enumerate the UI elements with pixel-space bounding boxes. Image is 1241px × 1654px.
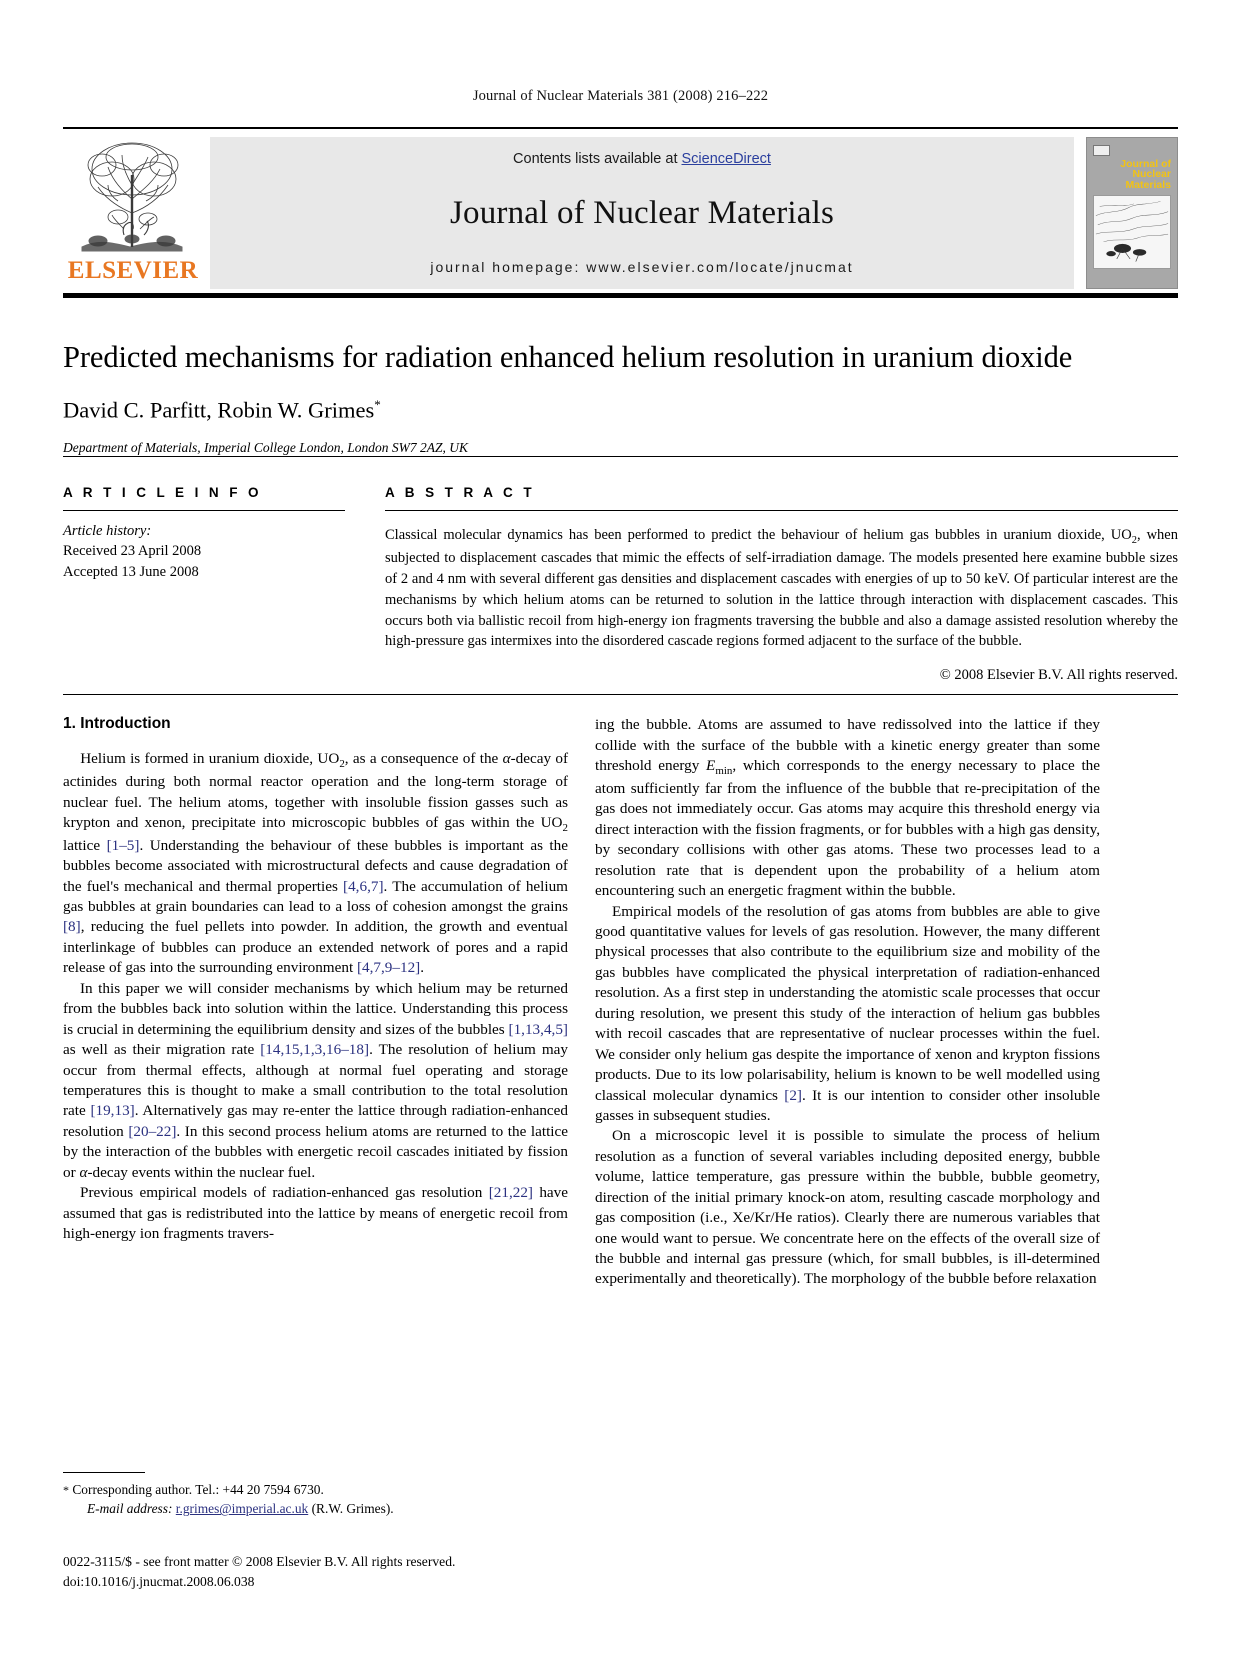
masthead-center-band — [210, 137, 1074, 289]
elsevier-logo — [63, 137, 203, 289]
citation-link[interactable]: [20–22] — [128, 1122, 177, 1140]
abstract-divider — [385, 510, 1178, 511]
imprint-block — [63, 1552, 455, 1592]
cover-title — [1093, 159, 1171, 191]
author-list — [63, 397, 1178, 424]
journal-cover-thumbnail — [1086, 137, 1178, 289]
contents-prefix: Contents lists available at — [513, 151, 682, 167]
cover-title-line1: Journal of — [1120, 157, 1171, 170]
section-heading-introduction: 1. Introduction — [63, 715, 171, 733]
email-owner: (R.W. Grimes). — [311, 1501, 394, 1517]
journal-masthead — [63, 127, 1178, 287]
page-title: Predicted mechanisms for radiation enhanced helium resolution in uranium dioxide — [63, 340, 1073, 374]
running-head: Journal of Nuclear Materials 381 (2008) 216–222 — [472, 88, 769, 104]
cover-title-line2: Nuclear Materials — [1125, 168, 1171, 192]
info-abstract-region — [63, 456, 1178, 695]
citation-link[interactable]: [21,22] — [488, 1184, 533, 1202]
email-note — [63, 1499, 568, 1518]
citation-link[interactable]: [14,15,1,3,16–18] — [260, 1041, 370, 1059]
abstract-column — [385, 473, 1178, 685]
footnote-rule — [63, 1472, 145, 1473]
cover-footer-strip — [1093, 273, 1171, 281]
email-link[interactable]: r.grimes@imperial.ac.uk — [175, 1501, 309, 1517]
body-column-left — [63, 715, 568, 1290]
citation-link[interactable]: [1–5] — [106, 836, 140, 854]
journal-title: Journal of Nuclear Materials — [449, 194, 835, 231]
citation-link[interactable]: [4,6,7] — [343, 877, 384, 895]
body-columns — [63, 695, 1178, 1290]
elsevier-wordmark: ELSEVIER — [67, 257, 199, 284]
paragraph: On a microscopic level it is possible to simulate the process of helium resolution as a function of several variables including deposited energy, bubble volume, lattice temperature, gas pressure within the bubble, bubble geometry, direction of the initial primary knock-on atom, resulting cascade morphology and gas composition (i.e., Xe/Kr/He ratios). Clearly there are numerous variables that one would want to persue. We concentrate here on the effects of the overall size of the bubble and internal gas pressure (which, for small bubbles, is ill-determined experimentally and theoretically). The morphology of the bubble before relaxation — [595, 1127, 1100, 1288]
article-info-divider — [63, 510, 345, 511]
paragraph: Empirical models of the resolution of gas atoms from bubbles are able to give good quantitative values for levels of gas resolution. However, the many different physical processes that also contribute to the equilibrium size and mobility of the gas bubbles have complicated the physical interpretation of radiation-enhanced resolution. As a first step in understanding the atomistic scale processes that occur during resolution, we present this study of the interaction of helium gas bubbles with recoil cascades that are representative of nuclear processes within the fuel. We consider only helium gas despite the importance of xenon and krypton fissions products. Due to its low polarisability, helium is known to be well modelled using classical molecular dynamics [2]. It is our intention to consider other insoluble gasses in subsequent studies. — [595, 902, 1100, 1124]
cover-elsevier-mark-icon — [1093, 145, 1110, 156]
citation-link[interactable]: [4,7,9–12] — [356, 959, 421, 977]
contents-available-line — [513, 151, 771, 167]
sciencedirect-link[interactable]: ScienceDirect — [681, 151, 771, 167]
abstract-text: Classical molecular dynamics has been performed to predict the behaviour of helium gas bubbles in uranium dioxide, $UO_2$, when subjected to displacement cascades that mimic the effects of self-irradiation damage. The models presented here examine bubble sizes of 2 and 4 nm with several different gas densities and displacement cascades with energies of up to 50 keV. Of particular interest are the mechanisms by which helium atoms can be returned to solution in the lattice through interaction with displacement cascades. This occurs both via ballistic recoil from high-energy ion fragments traversing the bubble and also a damage assisted resolution whereby the high-pressure gas intermixes into the disordered cascade regions formed adjacent to the surface of the bubble. — [385, 527, 1178, 650]
journal-homepage-link[interactable]: journal homepage: www.elsevier.com/locate/jnucmat — [430, 259, 854, 275]
title-block — [63, 298, 1178, 456]
corresponding-author-note — [63, 1480, 568, 1499]
cover-artwork-svg — [1094, 196, 1170, 268]
citation-link[interactable]: [2] — [784, 1086, 802, 1104]
elsevier-tree-icon — [68, 139, 198, 257]
paragraph: ing the bubble. Atoms are assumed to have redissolved into the lattice if they collide with the surface of the bubble with a kinetic energy greater than some threshold energy $E_{min}$, which corresponds to the energy necessary to place the atom sufficiently far from the influence of the bubble that re-precipitation of the gas does not immediately occur. Gas atoms may acquire this threshold energy via direct interaction with the fission fragments, or for bubbles with a high gas density, by secondary collisions with other gas atoms. These two processes lead to a resolution rate that is dependent upon the probability of a helium atom encountering such an energetic fragment within the bubble. — [595, 716, 1100, 900]
doi-line: doi:10.1016/j.jnucmat.2008.06.038 — [63, 1574, 255, 1590]
article-info-column — [63, 473, 385, 685]
paragraph: Previous empirical models of radiation-enhanced gas resolution [21,22] have assumed that gas is redistributed into the lattice by means of energetic recoil from high-energy ion fragments travers- — [63, 1184, 568, 1242]
citation-link[interactable]: [8] — [63, 918, 81, 936]
article-accepted-date: Accepted 13 June 2008 — [63, 563, 199, 580]
abstract-heading: A B S T R A C T — [385, 484, 535, 500]
citation-link[interactable]: [1,13,4,5] — [508, 1020, 568, 1038]
corresponding-author-text: Corresponding author. Tel.: +44 20 7594 6730. — [72, 1482, 324, 1497]
email-label: E-mail address: — [87, 1501, 173, 1517]
article-history-label: Article history: — [63, 522, 152, 539]
body-column-right — [595, 715, 1100, 1290]
cover-artwork — [1093, 195, 1171, 269]
abstract-copyright: © 2008 Elsevier B.V. All rights reserved. — [939, 667, 1178, 684]
article-info-heading: A R T I C L E I N F O — [63, 484, 262, 500]
author-names: David C. Parfitt, Robin W. Grimes — [63, 397, 375, 423]
corresponding-author-marker: * — [374, 397, 381, 413]
issn-copyright-line: 0022-3115/$ - see front matter © 2008 Elsevier B.V. All rights reserved. — [63, 1554, 456, 1569]
article-received-date: Received 23 April 2008 — [63, 543, 202, 560]
citation-link[interactable]: [19,13] — [90, 1102, 135, 1120]
paragraph: Helium is formed in uranium dioxide, $UO_2$, as a consequence of the α-decay of actinides during both normal reactor operation and the long-term storage of nuclear fuel. The helium atoms, together with insoluble fission gasses such as krypton and xenon, precipitate into microscopic bubbles of gas within the $UO_2$ lattice [1–5]. Understanding the behaviour of these bubbles is important as the bubbles become associated with microstructural defects and cause degradation of the fuel's mechanical and thermal properties [4,6,7]. The accumulation of helium gas bubbles at grain boundaries can lead to a loss of cohesion amongst the grains [8], reducing the fuel pellets into powder. In addition, the growth and eventual interlinkage of bubbles can produce an extended network of pores and a rapid release of gas into the surrounding environment [4,7,9–12]. — [63, 750, 569, 977]
affiliation: Department of Materials, Imperial College London, London SW7 2AZ, UK — [63, 439, 468, 455]
footnote-star-marker: * — [63, 1483, 69, 1497]
article-history — [63, 521, 345, 583]
paragraph: In this paper we will consider mechanisms by which helium may be returned from the bubbles back into solution within the lattice. Understanding this process is crucial in determining the equilibrium density and sizes of the bubbles [1,13,4,5] as well as their migration rate [14,15,1,3,16–18]. The resolution of helium may occur from thermal effects, although at normal fuel operating and storage temperatures this is thought to make a small contribution to the total resolution rate [19,13]. Alternatively gas may re-enter the lattice through radiation-enhanced resolution [20–22]. In this second process helium atoms are returned to the lattice by the interaction of the bubbles with energetic recoil cascades initiated by fission or α-decay events within the nuclear fuel. — [63, 979, 569, 1181]
footnote-block — [63, 1472, 568, 1519]
